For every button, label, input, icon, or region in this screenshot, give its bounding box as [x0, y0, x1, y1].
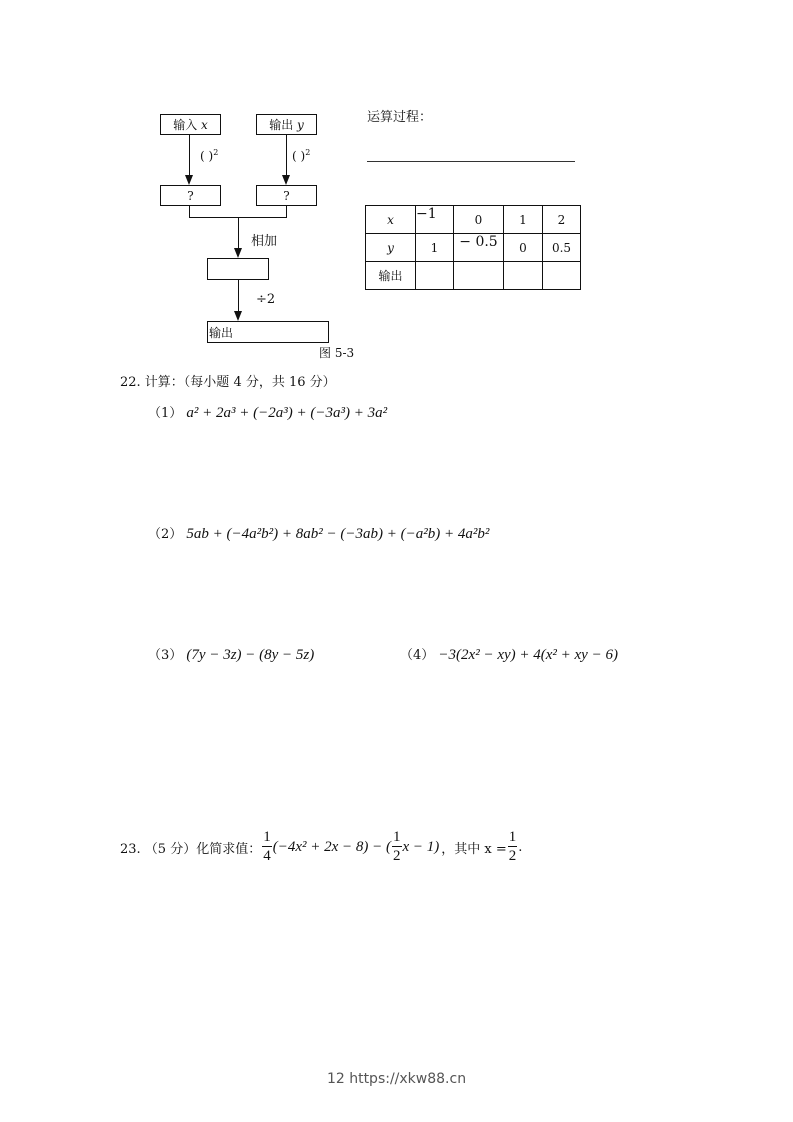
input-x-label: 输入	[173, 118, 198, 132]
q23-prefix: 23. （5 分）化简求值：	[120, 841, 262, 857]
q22-item-2-expr: 5ab + (−4a²b²) + 8ab² − (−3ab) + (−a²b) + 4a²b²	[186, 526, 490, 542]
arrow-add-line	[238, 217, 239, 248]
op-square-left: ( )$^2$	[200, 148, 219, 163]
q22-item-1-expr: a² + 2a³ + (−2a³) + (−3a³) + 3a²	[186, 405, 388, 421]
value-table	[365, 205, 581, 290]
process-label: 运算过程：	[367, 110, 433, 125]
q23-where: ，其中 x =	[441, 841, 507, 857]
output-box: 输出	[207, 321, 329, 343]
arrow-divide-line	[238, 280, 239, 311]
op-add-label: 相加	[251, 234, 278, 249]
q23-expr-a: (−4x² + 2x − 8) − (	[272, 838, 392, 855]
process-answer-line	[367, 161, 575, 162]
arrow-down-icon	[282, 175, 290, 185]
figure-caption: 图 5-3	[319, 346, 355, 360]
sum-box	[207, 258, 269, 280]
page-footer: 12 https://xkw88.cn	[326, 1071, 467, 1087]
q22-title: 22. 计算：（每小题 4 分，共 16 分）	[120, 375, 336, 390]
q23-expr-b: x − 1)	[402, 838, 440, 855]
input-y-label: 输出	[269, 118, 294, 132]
arrow-down-icon	[234, 248, 242, 258]
q22-item-4-expr: −3(2x² − xy) + 4(x² + xy − 6)	[438, 647, 618, 663]
q22-item-2: （2） 5ab + (−4a²b²) + 8ab² − (−3ab) + (−a²b) + 4a²b²	[148, 526, 490, 542]
q22-item-1: （1） a² + 2a³ + (−2a³) + (−3a³) + 3a²	[148, 405, 388, 421]
arrow-down-icon	[185, 175, 193, 185]
connector-right	[286, 206, 287, 217]
arrow-down-icon	[234, 311, 242, 321]
q22-item-3: （3） (7y − 3z) − (8y − 5z)	[148, 647, 315, 663]
q23: 23. （5 分）化简求值： $\frac{1}{4}$ (−4x² + 2x − 8) − ( $\frac{1}{2}$ x − 1) ，其中 x = $\frac{1}{2}$ .	[120, 829, 523, 864]
table-row-output: 输出	[366, 262, 581, 290]
square-x-box: ?	[160, 185, 221, 206]
op-square-right: ( )$^2$	[292, 148, 311, 163]
q22-item-4: （4） −3(2x² − xy) + 4(x² + xy − 6)	[400, 647, 618, 663]
op-divide-label: ÷2	[256, 292, 276, 307]
square-y-box: ?	[256, 185, 317, 206]
input-x-box	[160, 114, 221, 135]
input-y-box	[256, 114, 317, 135]
table-row-y: y 1 − 0.5 0 0.5	[366, 234, 581, 262]
q23-fraction-1: $\frac{1}{4}$	[263, 829, 271, 864]
arrow-right-line	[286, 135, 287, 175]
q22-item-3-expr: (7y − 3z) − (8y − 5z)	[186, 647, 315, 663]
q23-fraction-2: $\frac{1}{2}$	[393, 829, 401, 864]
table-row-x: x −1 0 1 2	[366, 206, 581, 234]
input-x-var: x	[201, 117, 208, 132]
input-y-var: y	[297, 117, 304, 132]
connector-left	[189, 206, 190, 217]
arrow-left-line	[189, 135, 190, 175]
q23-fraction-3: $\frac{1}{2}$	[508, 829, 517, 864]
